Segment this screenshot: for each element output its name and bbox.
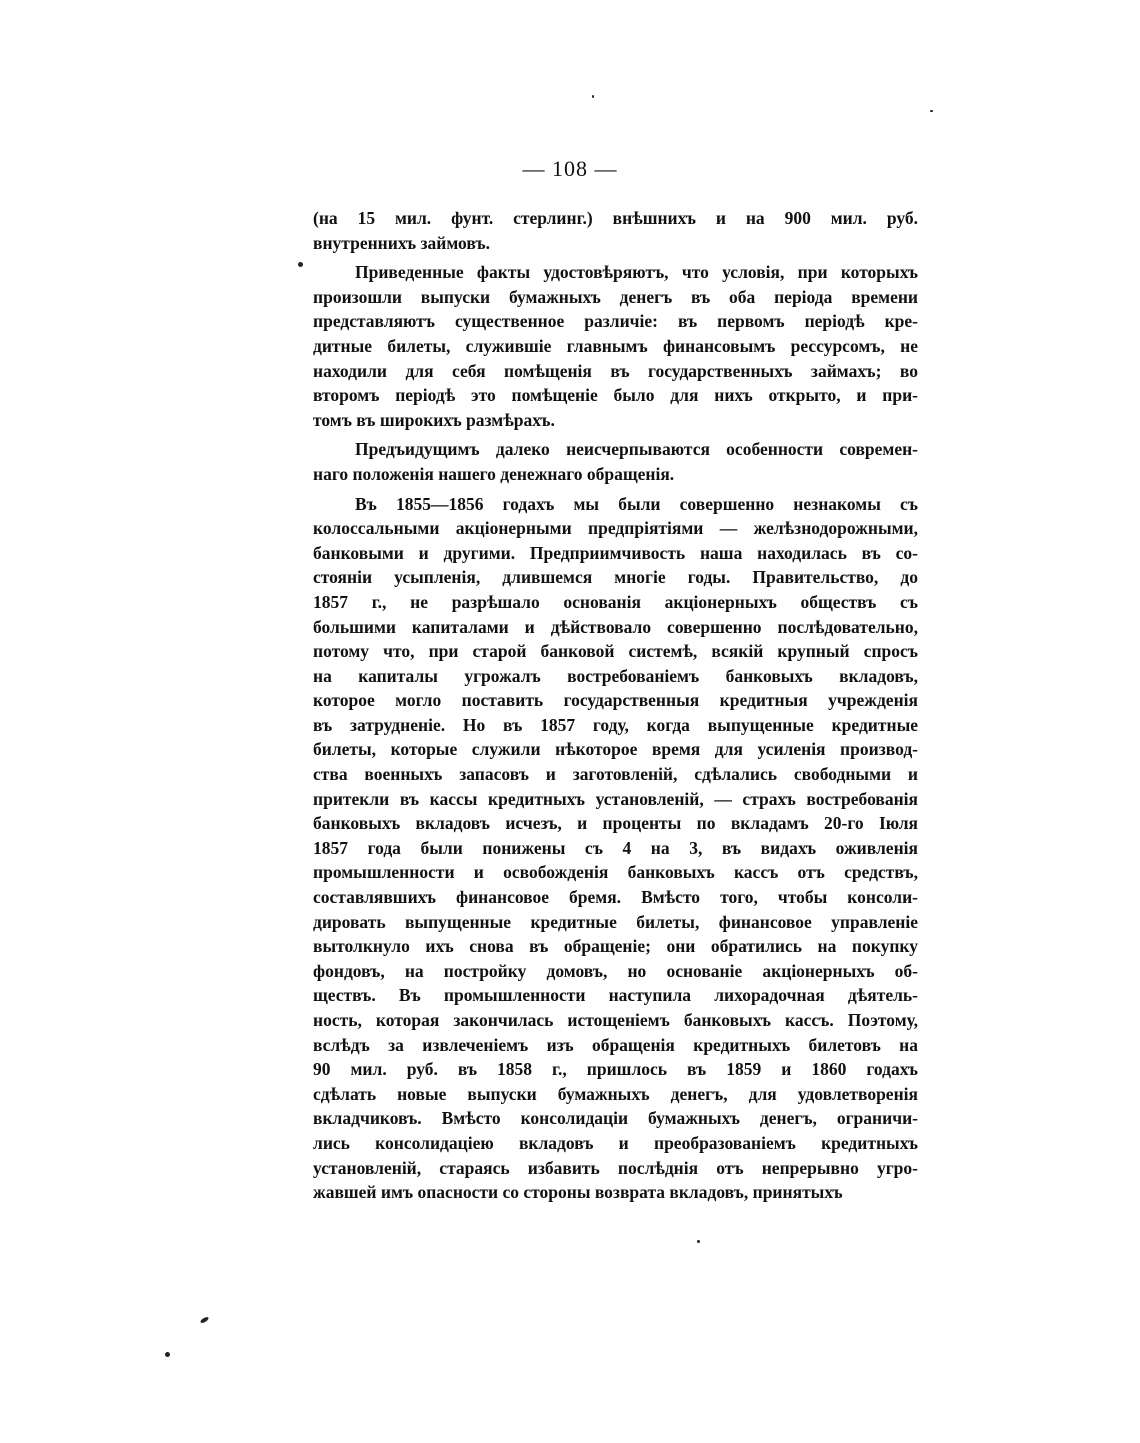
text-line: наго положенiя нашего денежнаго обращенiя. — [313, 463, 675, 484]
text-line: которое могло поставить государственныя кредитныя учрежденiя — [313, 690, 918, 711]
paragraph — [313, 206, 918, 255]
paragraph — [313, 260, 918, 432]
body-text — [313, 206, 918, 1210]
text-line: вкладчиковъ. Вмѣсто консолидацiи бумажныхъ денегъ, ограничи- — [313, 1108, 918, 1129]
text-line: второмъ перiодѣ это помѣщенiе было для нихъ открыто, и при- — [313, 385, 918, 406]
text-line: внутреннихъ займовъ. — [313, 232, 490, 253]
text-line: ность, которая закончилась истощенiемъ банковыхъ кассъ. Поэтому, — [313, 1010, 918, 1030]
text-line: (на 15 мил. фунт. стерлинг.) внѣшнихъ и на 900 мил. руб. — [313, 208, 918, 228]
text-line: ществъ. Въ промышленности наступила лихорадочная дѣятель- — [313, 985, 918, 1006]
scan-speck — [298, 262, 303, 267]
text-line: томъ въ широкихъ размѣрахъ. — [313, 409, 555, 430]
text-line: дировать выпущенные кредитные билеты, финансовое управленiе — [313, 911, 918, 932]
text-line: 1857 года были понижены съ 4 на 3, въ видахъ оживленiя — [313, 837, 918, 858]
text-line: находили для себя помѣщенiя въ государственныхъ займахъ; во — [313, 360, 918, 381]
text-line: стоянiи усыпленiя, длившемся многiе годы. Правительство, до — [313, 567, 918, 588]
text-line: 90 мил. руб. въ 1858 г., пришлось въ 1859 и 1860 годахъ — [313, 1059, 918, 1080]
scan-speck — [592, 95, 594, 98]
text-line: колоссальными акцiонерными предпрiятiями — желѣзнодорожными, — [313, 518, 918, 539]
text-line: банковыми и другими. Предприимчивость наша находилась въ со- — [313, 542, 918, 563]
text-line: сдѣлать новые выпуски бумажныхъ денегъ, для удовлетворенiя — [313, 1083, 918, 1104]
paragraph — [313, 492, 918, 1205]
text-line: потому что, при старой банковой системѣ, всякiй крупный спросъ — [313, 641, 918, 662]
scan-speck — [930, 110, 933, 112]
text-line: представляютъ существенное различiе: въ первомъ перiодѣ кре- — [313, 311, 918, 332]
text-line: на капиталы угрожалъ востребованiемъ банковыхъ вкладовъ, — [313, 665, 918, 686]
text-line: Предъидущимъ далеко неисчерпываются особенности современ- — [355, 439, 918, 460]
text-line: промышленности и освобожденiя банковыхъ кассъ отъ средствъ, — [313, 862, 918, 883]
text-line: притекли въ кассы кредитныхъ установленiй, — страхъ востребованiя — [313, 788, 918, 809]
text-line: въ затрудненiе. Но въ 1857 году, когда выпущенные кредитные — [313, 714, 918, 735]
text-line: Приведенные факты удостовѣряютъ, что условiя, при которыхъ — [355, 262, 918, 283]
text-line: большими капиталами и дѣйствовало совершенно послѣдовательно, — [313, 616, 918, 637]
page-number: — 108 — — [522, 156, 618, 181]
scan-speck — [200, 1316, 210, 1324]
text-line: произошли выпуски бумажныхъ денегъ въ оба перiода времени — [313, 286, 918, 307]
text-line: жавшей имъ опасности со стороны возврата вкладовъ, принятыхъ — [313, 1182, 843, 1203]
text-line: лись консолидацiею вкладовъ и преобразованiемъ кредитныхъ — [313, 1132, 918, 1153]
scan-speck — [697, 1240, 700, 1243]
text-line: ства военныхъ запасовъ и заготовленiй, сдѣлались свободными и — [313, 764, 918, 785]
text-line: билеты, которые служили нѣкоторое время для усиленiя производ- — [313, 739, 918, 760]
text-line: фондовъ, на постройку домовъ, но основанiе акцiонерныхъ об- — [313, 960, 918, 981]
text-line: вытолкнуло ихъ снова въ обращенiе; они обратились на покупку — [313, 936, 918, 957]
text-line: 1857 г., не разрѣшало основанiя акцiонерныхъ обществъ съ — [313, 591, 918, 612]
text-line: Въ 1855—1856 годахъ мы были совершенно незнакомы съ — [355, 493, 918, 514]
text-line: банковыхъ вкладовъ исчезъ, и проценты по вкладамъ 20-го Iюля — [313, 813, 918, 834]
scan-speck — [165, 1352, 170, 1357]
text-line: вслѣдъ за извлеченiемъ изъ обращенiя кредитныхъ билетовъ на — [313, 1034, 918, 1055]
text-line: составлявшихъ финансовое бремя. Вмѣсто того, чтобы консоли- — [313, 887, 918, 908]
text-line: установленiй, стараясь избавить послѣднiя отъ непрерывно угро- — [313, 1157, 918, 1178]
paragraph — [313, 437, 918, 486]
text-line: дитные билеты, служившiе главнымъ финансовымъ рессурсомъ, не — [313, 335, 918, 356]
